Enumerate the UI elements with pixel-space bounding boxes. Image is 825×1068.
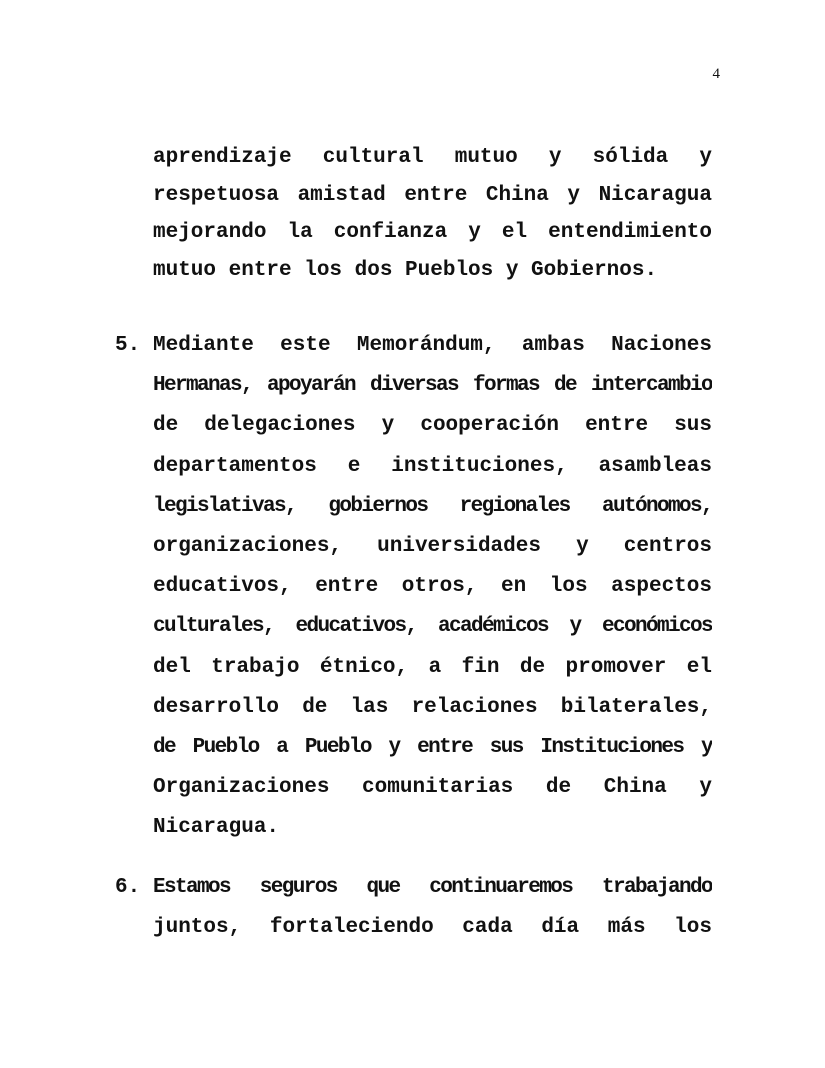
list-item-6: [153, 868, 712, 948]
text-line: legislativas, gobiernos regionales autónomos,: [153, 494, 712, 518]
text-line: educativos, entre otros, en los aspectos: [153, 575, 712, 599]
text-line: departamentos e instituciones, asambleas: [153, 454, 712, 478]
page-number: 4: [712, 66, 720, 82]
text-line: mutuo entre los dos Pueblos y Gobiernos.: [153, 259, 658, 283]
text-line: Mediante este Memorándum, ambas Naciones: [153, 334, 712, 357]
text-line: Estamos seguros que continuaremos trabajando: [153, 876, 712, 899]
text-line: Nicaragua.: [153, 816, 280, 840]
text-line: culturales, educativos, académicos y económicos: [153, 615, 712, 639]
list-item-5: [153, 326, 712, 849]
text-line: Hermanas, apoyarán diversas formas de intercambio: [153, 374, 712, 398]
text-line: aprendizaje cultural mutuo y sólida y: [153, 146, 712, 169]
paragraph-continuation: [153, 139, 712, 290]
text-line: de delegaciones y cooperación entre sus: [153, 414, 712, 438]
list-number-5: 5.: [115, 334, 141, 357]
text-line: organizaciones, universidades y centros: [153, 535, 712, 559]
text-line: del trabajo étnico, a fin de promover el: [153, 655, 712, 679]
text-line: desarrollo de las relaciones bilaterales,: [153, 695, 712, 719]
text-line: de Pueblo a Pueblo y entre sus Instituciones y: [153, 736, 712, 760]
text-line: juntos, fortaleciendo cada día más los: [153, 916, 712, 939]
text-line: Organizaciones comunitarias de China y: [153, 776, 712, 800]
text-line: respetuosa amistad entre China y Nicaragua: [153, 183, 712, 207]
text-line: mejorando la confianza y el entendimiento: [153, 221, 712, 245]
list-number-6: 6.: [115, 876, 141, 899]
